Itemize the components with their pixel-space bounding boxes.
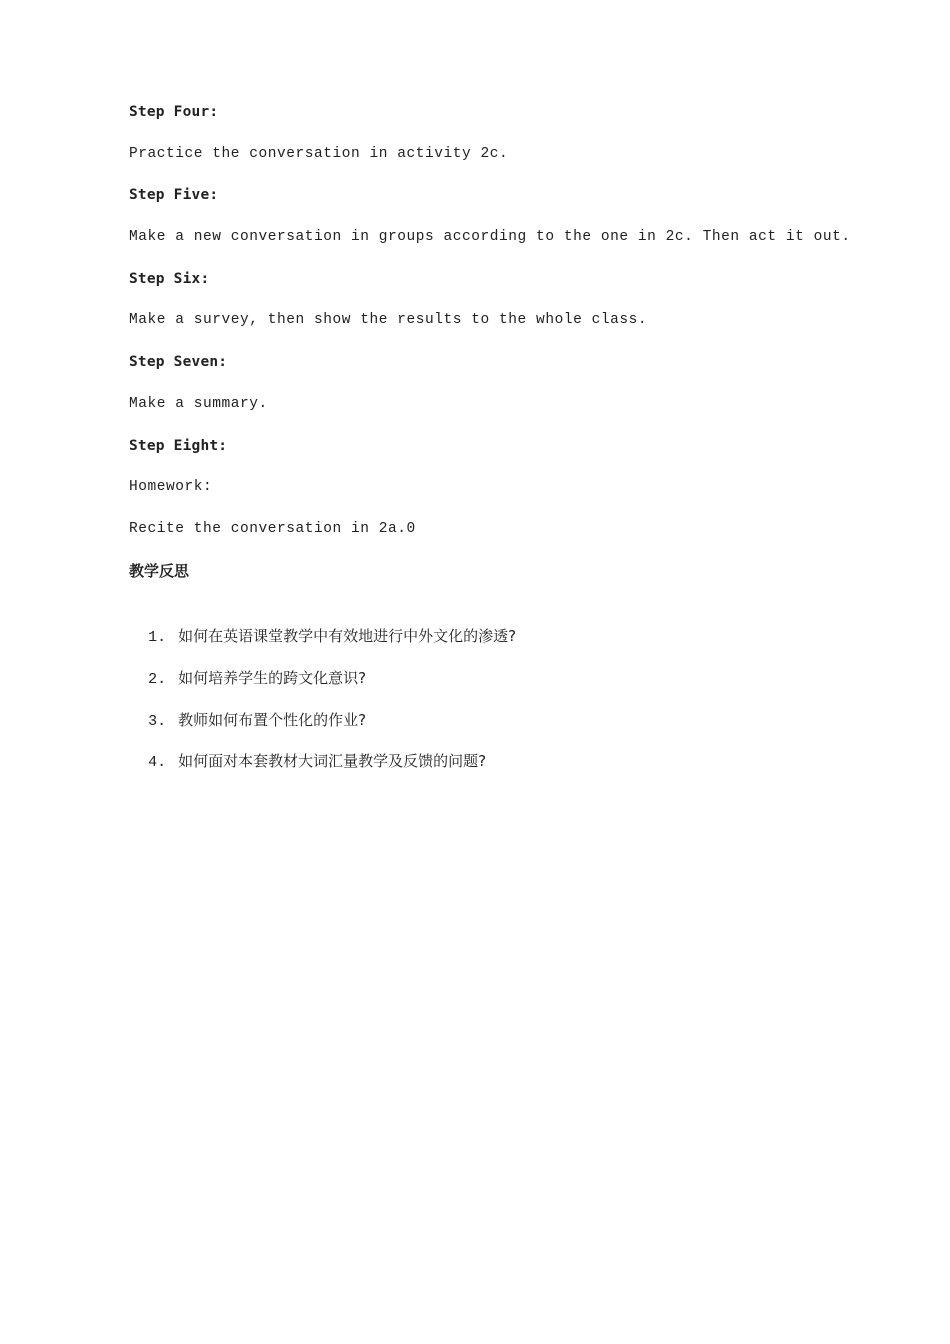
reflection-heading: 教学反思 bbox=[129, 561, 190, 580]
step-six-heading: Step Six: bbox=[129, 270, 210, 287]
reflection-item-text: 教师如何布置个性化的作业? bbox=[178, 710, 367, 729]
reflection-item bbox=[129, 600, 849, 647]
document-page bbox=[129, 100, 851, 772]
reflection-item-number: 3. bbox=[148, 712, 167, 730]
step-seven-heading: Step Seven: bbox=[129, 354, 228, 371]
reflection-item-number: 2. bbox=[148, 670, 167, 688]
reflection-item-number: 4. bbox=[148, 754, 167, 772]
reflection-item-number: 1. bbox=[148, 629, 167, 647]
reflection-item-text: 如何在英语课堂教学中有效地进行中外文化的渗透? bbox=[178, 627, 517, 646]
reflection-item-text: 如何面对本套教材大词汇量教学及反馈的问题? bbox=[178, 752, 487, 771]
step-seven-text: Make a summary. bbox=[129, 395, 268, 412]
step-six-text: Make a survey, then show the results to the whole class. bbox=[129, 312, 648, 329]
step-four-text: Practice the conversation in activity 2c. bbox=[129, 145, 509, 162]
step-five-heading: Step Five: bbox=[129, 187, 219, 204]
step-four-heading: Step Four: bbox=[129, 104, 219, 120]
homework-label: Homework: bbox=[129, 479, 213, 496]
step-eight-heading: Step Eight: bbox=[129, 437, 228, 454]
reflection-item-text: 如何培养学生的跨文化意识? bbox=[178, 668, 367, 687]
homework-text: Recite the conversation in 2a.0 bbox=[129, 520, 416, 537]
step-five-text: Make a new conversation in groups according to the one in 2c. Then act it out. bbox=[129, 229, 851, 246]
